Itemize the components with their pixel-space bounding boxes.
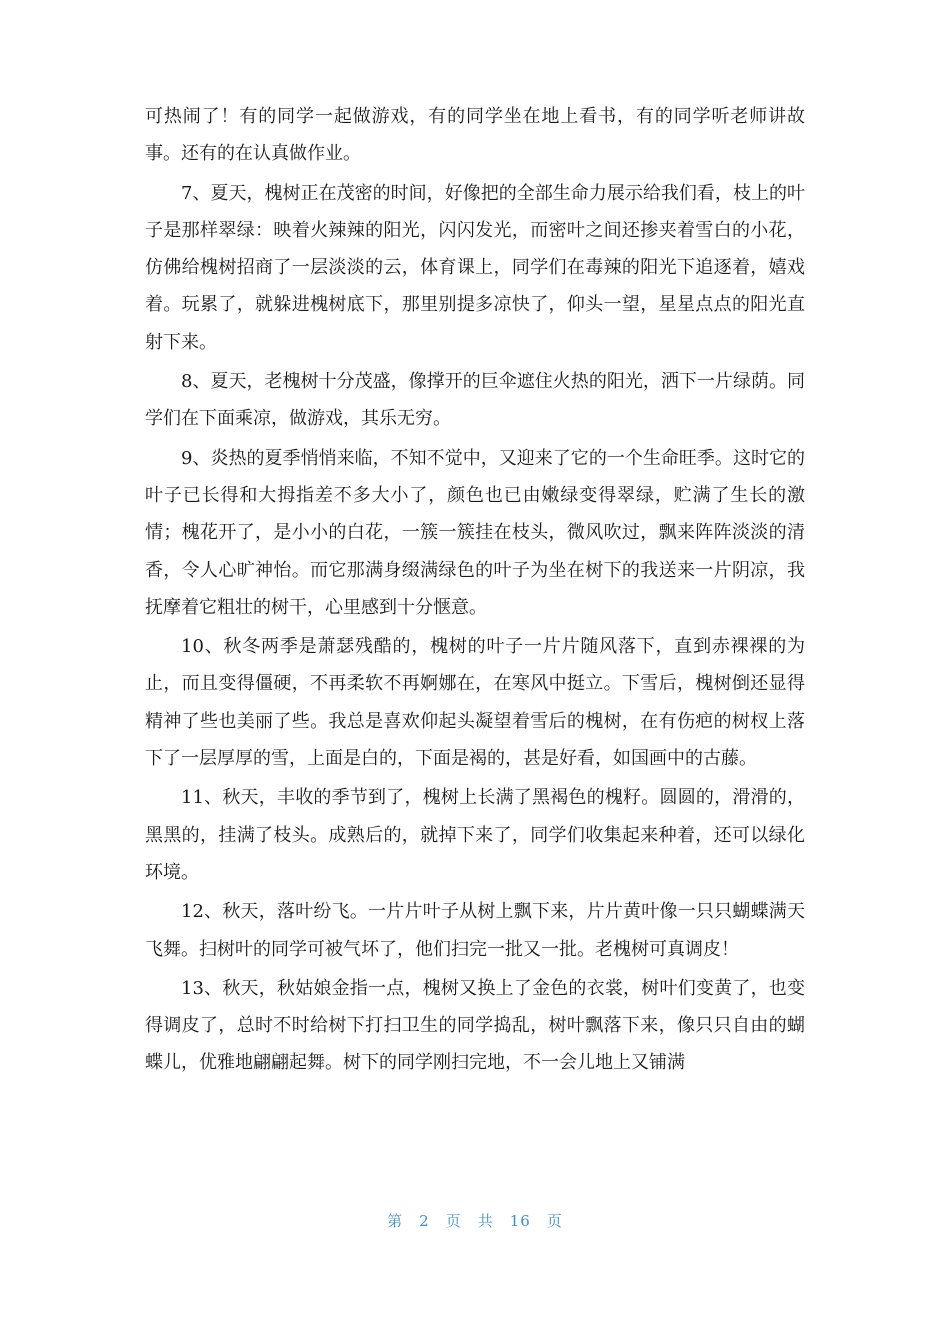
paragraph-5: 10、秋冬两季是萧瑟残酷的，槐树的叶子一片片随风落下，直到赤裸裸的为止，而且变得僵硬，不再柔软不再婀娜在，在寒风中挺立。下雪后，槐树倒还显得精神了些也美丽了些。我总是喜欢仰起头凝望着雪后的槐树，在有伤疤的树杈上落下了一层厚厚的雪，上面是白的，下面是褐的，甚是好看，如国画中的古藤。	[145, 636, 805, 770]
paragraph-8: 13、秋天，秋姑娘金指一点，槐树又换上了金色的衣裳，树叶们变黄了，也变得调皮了，总时不时给树下打扫卫生的同学捣乱，树叶飘落下来，像只只自由的蝴蝶儿，优雅地翩翩起舞。树下的同学刚扫完地，不一会儿地上又铺满	[145, 977, 805, 1074]
footer-total-pages: 16	[509, 1212, 531, 1230]
paragraph-7: 12、秋天，落叶纷飞。一片片叶子从树上飘下来，片片黄叶像一只只蝴蝶满天飞舞。扫树叶的同学可被气坏了，他们扫完一批又一批。老槐树可真调皮！	[145, 901, 805, 960]
paragraph-2: 7、夏天，槐树正在茂密的时间，好像把的全部生命力展示给我们看，枝上的叶子是那样翠绿：映着火辣辣的阳光，闪闪发光，而密叶之间还掺夹着雪白的小花，仿佛给槐树招商了一层淡淡的云，体育课上，同学们在毒辣的阳光下追逐着，嬉戏着。玩累了，就躲进槐树底下，那里别提多凉快了，仰头一望，星星点点的阳光直射下来。	[145, 182, 805, 353]
page-footer	[0, 1210, 950, 1231]
paragraph-4: 9、炎热的夏季悄悄来临，不知不觉中，又迎来了它的一个生命旺季。这时它的叶子已长得和大拇指差不多大小了，颜色也已由嫩绿变得翠绿，贮满了生长的激情；槐花开了，是小小的白花，一簇一簇挂在枝头，微风吹过，飘来阵阵淡淡的清香，令人心旷神怡。而它那满身缀满绿色的叶子为坐在树下的我送来一片阴凉，我抚摩着它粗壮的树干，心里感到十分惬意。	[145, 447, 805, 618]
paragraph-3: 8、夏天，老槐树十分茂盛，像撑开的巨伞遮住火热的阳光，洒下一片绿荫。同学们在下面乘凉，做游戏，其乐无穷。	[145, 371, 805, 430]
paragraph-6: 11、秋天，丰收的季节到了，槐树上长满了黑褐色的槐籽。圆圆的，滑滑的，黑黑的，挂满了枝头。成熟后的，就掉下来了，同学们收集起来种着，还可以绿化环境。	[145, 787, 805, 883]
footer-word-ye: 页	[445, 1212, 462, 1230]
footer-word-ye-end: 页	[546, 1212, 563, 1230]
footer-word-di: 第	[387, 1212, 404, 1230]
document-body	[145, 98, 805, 1084]
paragraph-1: 可热闹了！有的同学一起做游戏，有的同学坐在地上看书，有的同学听老师讲故事。还有的在认真做作业。	[145, 106, 805, 165]
footer-current-page: 2	[419, 1212, 430, 1230]
footer-word-gong: 共	[477, 1212, 494, 1230]
